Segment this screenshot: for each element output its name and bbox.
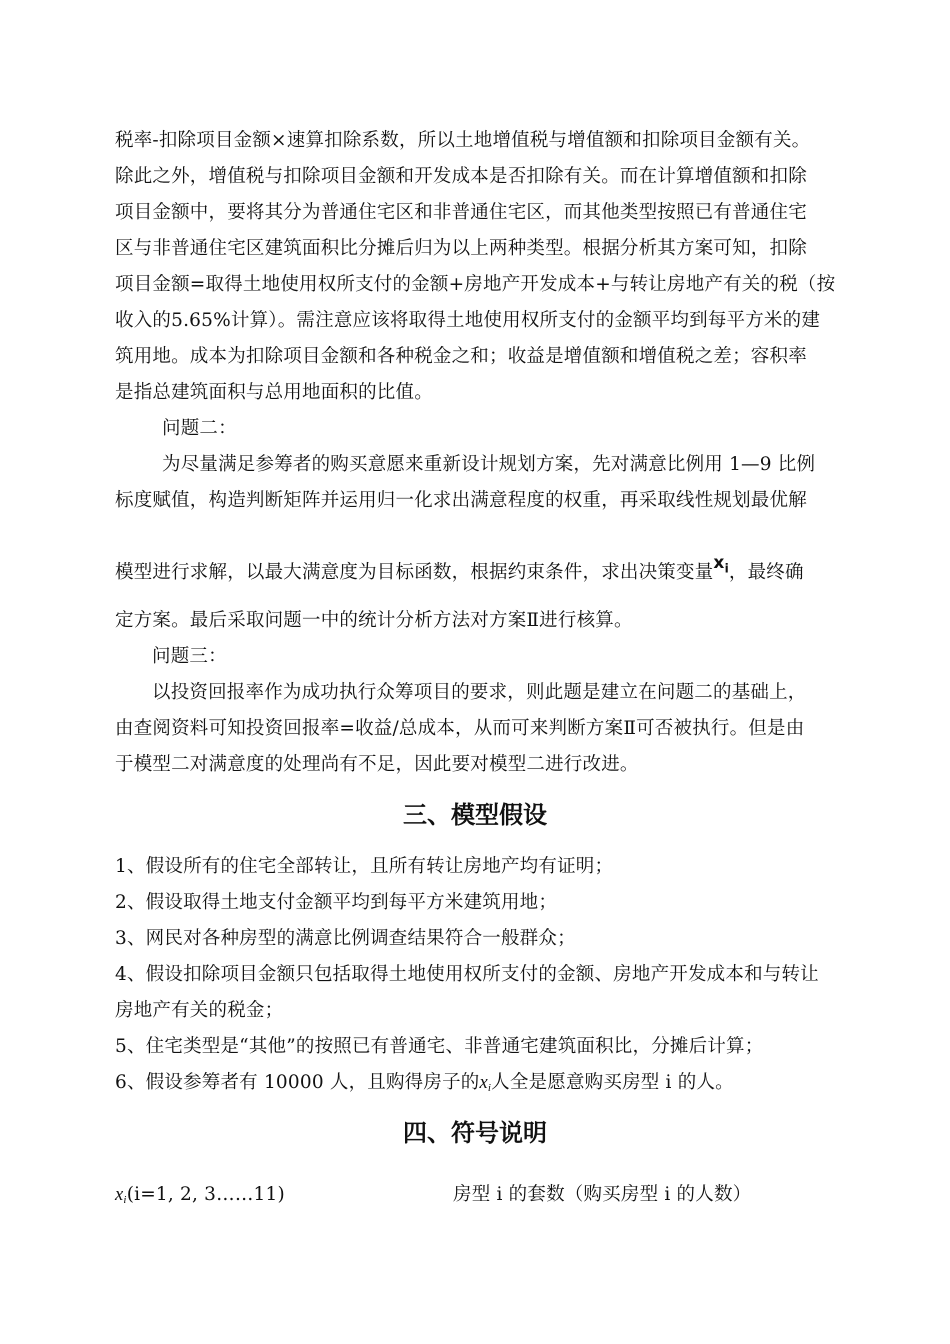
variable-base: x — [479, 1073, 488, 1093]
assumption-item: 房地产有关的税金； — [115, 1000, 284, 1021]
paragraph-line: 由查阅资料可知投资回报率=收益/总成本，从而可来判断方案Ⅱ可否被执行。但是由 — [115, 718, 805, 739]
symbol-range: (i=1, 2, 3……11) — [126, 1184, 285, 1205]
variable-subscript: i — [724, 561, 729, 576]
section-heading: 四、符号说明 — [403, 1119, 547, 1147]
paragraph-line: 于模型二对满意度的处理尚有不足，因此要对模型二进行改进。 — [115, 754, 639, 775]
assumption-item: 3、网民对各种房型的满意比例调查结果符合一般群众； — [115, 928, 576, 949]
paragraph-line: 以投资回报率作为成功执行众筹项目的要求，则此题是建立在问题二的基础上， — [152, 682, 807, 703]
variable-base: x — [713, 553, 725, 573]
paragraph-line: 定方案。最后采取问题一中的统计分析方法对方案Ⅱ进行核算。 — [115, 610, 633, 631]
symbol-variable — [115, 1185, 127, 1205]
paragraph-line: 是指总建筑面积与总用地面积的比值。 — [115, 382, 433, 403]
paragraph-line — [115, 553, 804, 590]
assumption-item — [115, 1071, 734, 1100]
symbol-row — [115, 1183, 835, 1212]
text-segment: 模型进行求解，以最大满意度为目标函数，根据约束条件，求出决策变量 — [115, 562, 714, 583]
variable-base: x — [115, 1185, 124, 1205]
paragraph-line: 筑用地。成本为扣除项目金额和各种税金之和；收益是增值额和增值税之差；容积率 — [115, 346, 807, 367]
section-heading: 三、模型假设 — [403, 801, 547, 829]
paragraph-line: 项目金额=取得土地使用权所支付的金额+房地产开发成本+与转让房地产有关的税（按 — [115, 274, 836, 295]
paragraph-line: 收入的5.65%计算）。需注意应该将取得土地使用权所支付的金额平均到每平方米的建 — [115, 310, 821, 331]
paragraph-line: 区与非普通住宅区建筑面积比分摊后归为以上两种类型。根据分析其方案可知，扣除 — [115, 238, 807, 259]
paragraph-line: 除此之外，增值税与扣除项目金额和开发成本是否扣除有关。而在计算增值额和扣除 — [115, 166, 807, 187]
assumption-item: 5、住宅类型是“其他”的按照已有普通宅、非普通宅建筑面积比，分摊后计算； — [115, 1036, 764, 1057]
decision-variable-symbol — [713, 553, 729, 576]
symbol-description: 房型 i 的套数（购买房型 i 的人数） — [453, 1184, 752, 1205]
variable-subscript: i — [123, 1194, 127, 1206]
paragraph-line: 税率-扣除项目金额×速算扣除系数，所以土地增值税与增值额和扣除项目金额有关。 — [115, 130, 811, 151]
assumption-item: 1、假设所有的住宅全部转让，且所有转让房地产均有证明； — [115, 856, 614, 877]
text-segment: ，最终确 — [728, 562, 804, 583]
problem2-title: 问题二： — [162, 418, 237, 439]
variable-subscript: i — [487, 1082, 492, 1094]
variable-symbol — [479, 1073, 491, 1093]
assumption-item: 2、假设取得土地支付金额平均到每平方米建筑用地； — [115, 892, 558, 913]
problem3-title: 问题三： — [152, 646, 227, 667]
paragraph-line: 标度赋值，构造判断矩阵并运用归一化求出满意程度的权重，再采取线性规划最优解 — [115, 490, 807, 511]
paragraph-line: 项目金额中，要将其分为普通住宅区和非普通住宅区，而其他类型按照已有普通住宅 — [115, 202, 807, 223]
text-segment: 人全是愿意购买房型 i 的人。 — [491, 1072, 734, 1093]
paragraph-line: 为尽量满足参筹者的购买意愿来重新设计规划方案，先对满意比例用 1—9 比例 — [162, 454, 816, 475]
text-segment: 6、假设参筹者有 10000 人，且购得房子的 — [115, 1072, 480, 1093]
assumption-item: 4、假设扣除项目金额只包括取得土地使用权所支付的金额、房地产开发成本和与转让 — [115, 964, 819, 985]
